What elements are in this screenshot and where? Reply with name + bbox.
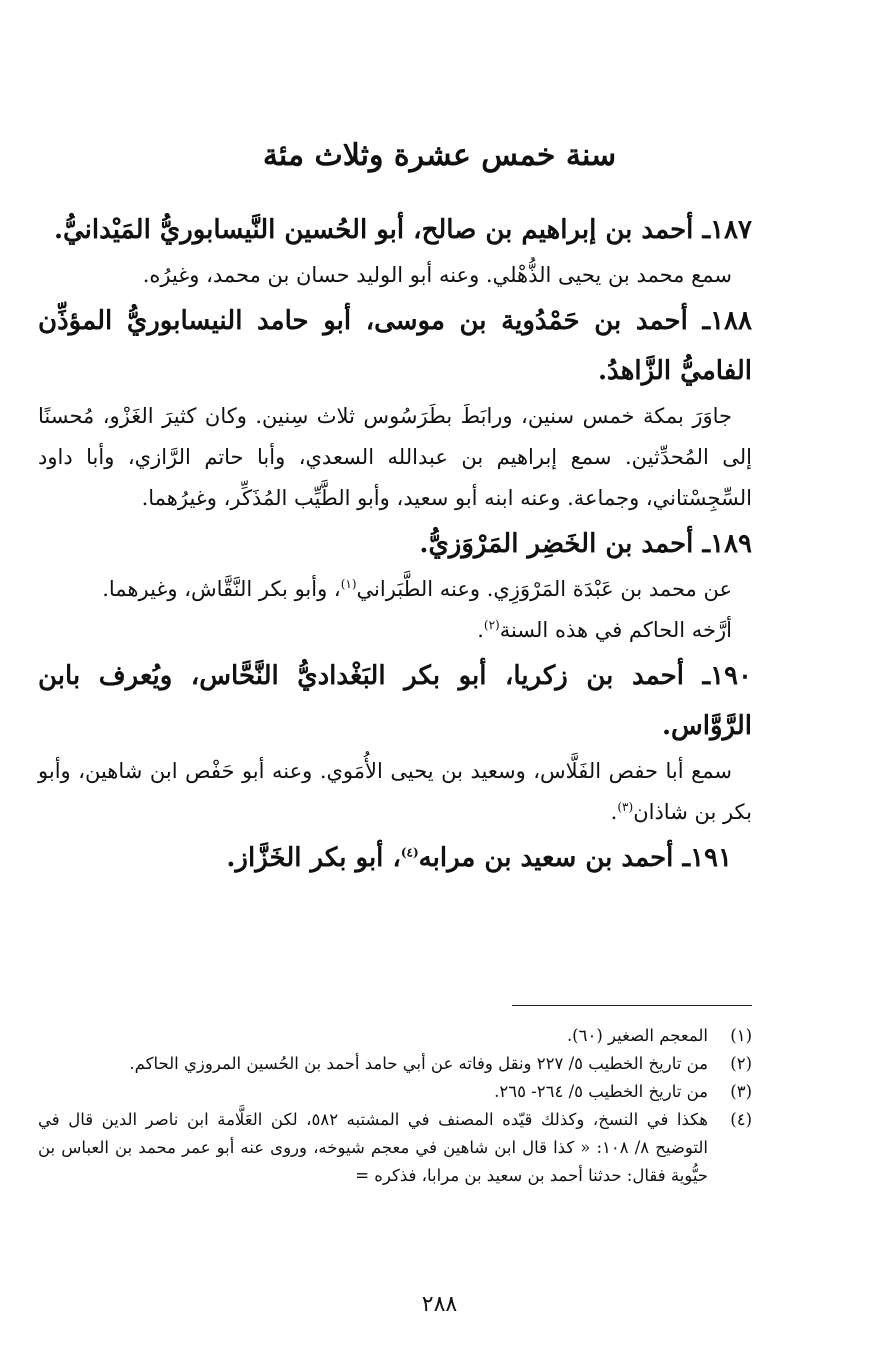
footnote-number: (٢) [730,1054,752,1073]
entry-name: أحمد بن سعيد بن مرابه [418,843,674,873]
entry-number: ١٨٩ـ [702,529,752,559]
footnote-1 [38,1022,752,1050]
paragraph-text: سمع محمد بن يحيى الذُّهْلي. وعنه أبو الوليد حسان بن محمد، وغيرُه. [142,263,732,287]
footnote-ref: (٢) [483,618,500,632]
paragraph-text: سمع أبا حفص الفَلَّاس، وسعيد بن يحيى الأُمَوي. وعنه أبو حَفْص ابن شاهين، وأبو بكر بن شاذان [38,759,752,824]
entry-title-189 [38,519,752,569]
footnote-number: (٤) [730,1110,752,1129]
entry-paragraph [38,569,752,610]
paragraph-text: ، وأبو بكر النَّقَّاش، وغيرهما. [102,577,341,601]
footnote-ref: (١) [340,577,357,591]
entry-paragraph [38,751,752,833]
footnote-2 [38,1050,752,1078]
paragraph-text: أرَّخه الحاكم في هذه السنة [499,618,732,642]
paragraph-text: عن محمد بن عَبْدَة المَرْوَزِي. وعنه الطَّبَراني [356,577,732,601]
footnote-number: (٣) [730,1082,752,1101]
paragraph-text: جاوَرَ بمكة خمس سنين، ورابَطَ بطَرَسُوس ثلاث سِنين. وكان كثيرَ الغَزْو، مُحسنًا إلى المُحدِّثين. سمع إبراهيم بن عبدالله السعدي، وأبا حاتم الرَّازي، وأبا داود السِّجِسْتاني، وجماعة. وعنه ابنه أبو سعيد، وأبو الطَّيِّب المُذَكِّر، وغيرُهما. [38,404,753,510]
footnote-text: المعجم الصغير (٦٠). [566,1026,708,1045]
page-number: ٢٨٨ [421,1292,458,1317]
footnote-number: (١) [730,1026,752,1045]
entry-title-191 [38,833,752,883]
entry-name-rest: ، أبو بكر الخَزَّاز. [226,843,401,873]
entry-title-187 [38,205,752,255]
footnote-3 [38,1078,752,1106]
entry-paragraph [38,396,752,519]
footnote-ref: (٤) [400,845,419,860]
paragraph-text: . [477,618,484,642]
footnote-text: من تاريخ الخطيب ٥/ ٢٦٤- ٢٦٥. [494,1082,708,1101]
entry-number: ١٨٧ـ [702,215,752,245]
entry-paragraph [38,610,752,651]
entry-name: أحمد بن الخَضِر المَرْوَزيُّ. [419,529,694,559]
footnote-ref: (٣) [617,800,634,814]
entry-title-188 [38,296,752,396]
entry-title-190 [38,651,752,751]
entry-number: ١٩١ـ [682,843,732,873]
footnote-separator [512,1005,752,1006]
footnote-4 [38,1106,752,1190]
entry-name: أحمد بن حَمْدُوية بن موسى، أبو حامد النيسابوريُّ المؤذِّن الفاميُّ الزَّاهدُ. [38,306,752,386]
footnotes [38,1022,752,1190]
footnote-text: من تاريخ الخطيب ٥/ ٢٢٧ ونقل وفاته عن أبي حامد أحمد بن الحُسين المروزي الحاكم. [129,1054,708,1073]
entry-name: أحمد بن زكريا، أبو بكر البَغْداديُّ النَّحَّاس، ويُعرف بابن الرَّوَّاس. [38,661,752,741]
page-heading: سنة خمس عشرة وثلاث مئة [262,138,617,173]
paragraph-text: . [610,800,618,824]
entry-number: ١٨٨ـ [702,306,752,336]
entry-name: أحمد بن إبراهيم بن صالح، أبو الحُسين النَّيسابوريُّ المَيْدانيُّ. [53,215,694,245]
entries-body [38,205,752,883]
footnote-text: هكذا في النسخ، وكذلك قيّده المصنف في المشتبه ٥٨٢، لكن العَلَّامة ابن ناصر الدين قال في التوضيح ٨/ ١٠٨: « كذا قال ابن شاهين في معجم شيوخه، وروى عنه أبو عمر محمد بن العباس بن حيُّوية فقال: حدثنا أحمد بن سعيد بن مرابا، فذكره = [38,1110,708,1185]
entry-paragraph [38,255,752,296]
entry-number: ١٩٠ـ [702,661,752,691]
